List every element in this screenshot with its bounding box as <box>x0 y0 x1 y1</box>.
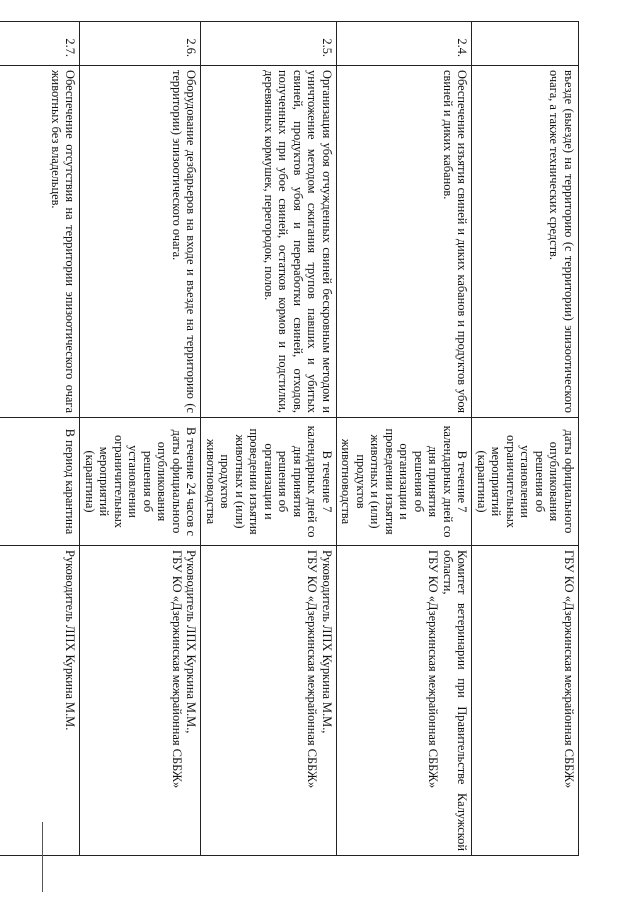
table-row <box>80 22 201 856</box>
term-text: даты официального опубликования решения об установлении ограничительных мероприятий (карантина) <box>472 418 579 546</box>
term-text: В течение 7 календарных дней со дня принятия решения об организации и проведении изъятия животных и (или) продуктов животноводства <box>337 418 473 546</box>
table-row <box>201 22 337 856</box>
table-row <box>337 22 473 856</box>
row-number: 2.7. <box>0 22 80 66</box>
term-text: В течение 7 календарных дней со дня принятия решения об организации и проведении изъятия животных и (или) продуктов животноводства <box>201 418 337 546</box>
responsible-text: ГБУ КО «Дзержинская межрайонная СББЖ» <box>472 546 579 856</box>
table-row <box>472 22 579 856</box>
measures-table <box>0 21 579 856</box>
margin-line <box>42 822 43 892</box>
responsible-text: Руководитель ЛПХ Куркина М.М., ГБУ КО «Дзержинская межрайонная СББЖ» <box>201 546 337 856</box>
row-number: 2.4. <box>337 22 473 66</box>
responsible-text: Руководитель ЛПХ Куркина М.М. <box>0 546 80 856</box>
row-number: 2.6. <box>80 22 201 66</box>
measure-text: Обеспечение изъятия свиней и диких кабанов и продуктов убоя свиней и диких кабанов. <box>337 66 473 418</box>
measure-text: Оборудование дезбарьеров на входе и въезде на территорию (с территории) эпизоотического очага. <box>80 66 201 418</box>
responsible-text: Комитет ветеринарии при Правительстве Калужской области, ГБУ КО «Дзержинская межрайонная СББЖ» <box>337 546 473 856</box>
measure-text: Организация убоя отчужденных свиней бескровным методом и уничтожение методом сжигания трупов павших и убитых свиней, продуктов убоя и переработки свиней, отходов, полученных при убое свиней, остатков кормов и подстилки, деревянных кормушек, перегородок, полов. <box>201 66 337 418</box>
row-number: 2.5. <box>201 22 337 66</box>
measure-text: въезде (выезде) на территорию (с территории) эпизоотического очага, а также технических средств. <box>472 66 579 418</box>
rotated-table-sheet <box>44 21 579 855</box>
row-number <box>472 22 579 66</box>
measure-text: Обеспечение отсутствия на территории эпизоотического очага животных без владельцев. <box>0 66 80 418</box>
term-text: В период карантина <box>0 418 80 546</box>
table-row <box>0 22 80 856</box>
term-text: В течение 24 часов с даты официального опубликования решения об установлении ограничительных мероприятий (карантина) <box>80 418 201 546</box>
responsible-text: Руководитель ЛПХ Куркина М.М., ГБУ КО «Дзержинская межрайонная СББЖ» <box>80 546 201 856</box>
